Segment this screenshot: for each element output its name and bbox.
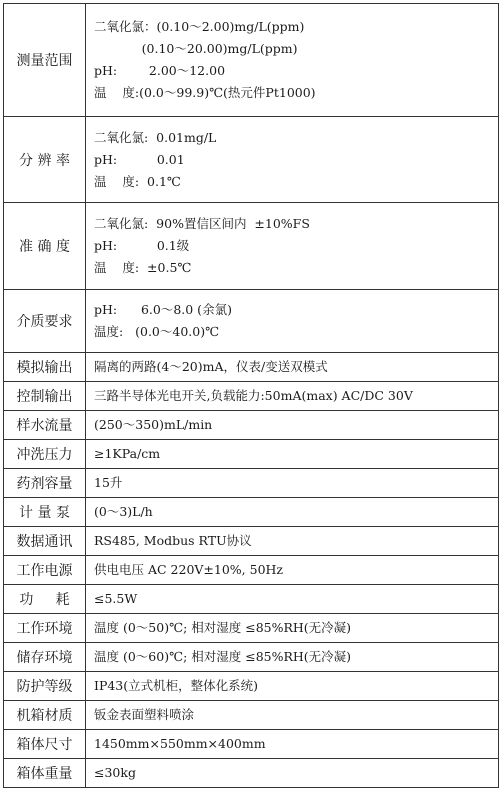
value-line: 温 度: ±0.5℃	[94, 260, 192, 275]
row-label-data-communication: 数据通讯	[4, 527, 86, 556]
row-label-cabinet-weight: 箱体重量	[4, 759, 86, 788]
value-line: pH: 0.1级	[94, 238, 190, 253]
table-row	[4, 498, 499, 527]
table-row	[4, 469, 499, 498]
row-value-accuracy	[86, 203, 499, 290]
value-line: 温 度:(0.0～99.9)℃(热元件Pt1000)	[94, 85, 316, 100]
row-value-cabinet-weight: ≤30kg	[86, 759, 499, 788]
row-value-measurement-range	[86, 4, 499, 117]
row-value-protection-rating: IP43(立式机柜，整体化系统)	[86, 672, 499, 701]
row-label-power-consumption: 功 耗	[4, 585, 86, 614]
row-value-power-consumption: ≤5.5W	[86, 585, 499, 614]
row-value-resolution	[86, 117, 499, 203]
row-label-working-environment: 工作环境	[4, 614, 86, 643]
row-value-metering-pump: (0～3)L/h	[86, 498, 499, 527]
row-label-medium-requirement: 介质要求	[4, 290, 86, 353]
table-row	[4, 556, 499, 585]
value-line: (0.10～20.00)mg/L(ppm)	[94, 41, 298, 56]
row-value-cabinet-material: 钣金表面塑料喷涂	[86, 701, 499, 730]
row-label-cabinet-material: 机箱材质	[4, 701, 86, 730]
value-line: pH: 0.01	[94, 151, 185, 167]
value-line: 温 度: 0.1℃	[94, 173, 181, 189]
row-label-flush-pressure: 冲洗压力	[4, 440, 86, 469]
row-label-control-output: 控制输出	[4, 382, 86, 411]
value-line: 二氧化氯: 90%置信区间内 ±10%FS	[94, 216, 310, 231]
row-value-reagent-capacity: 15升	[86, 469, 499, 498]
table-row	[4, 672, 499, 701]
row-value-working-environment: 温度 (0～50)℃; 相对湿度 ≤85%RH(无冷凝)	[86, 614, 499, 643]
row-label-protection-rating: 防护等级	[4, 672, 86, 701]
table-row	[4, 730, 499, 759]
row-label-resolution: 分 辨 率	[4, 117, 86, 203]
table-row	[4, 203, 499, 290]
row-label-reagent-capacity: 药剂容量	[4, 469, 86, 498]
table-row	[4, 643, 499, 672]
table-row	[4, 290, 499, 353]
value-line: 二氧化氯：(0.10～2.00)mg/L(ppm)	[94, 19, 305, 34]
table-row	[4, 585, 499, 614]
table-row	[4, 353, 499, 382]
row-value-storage-environment: 温度 (0～60)℃; 相对湿度 ≤85%RH(无冷凝)	[86, 643, 499, 672]
value-line: 温度: (0.0～40.0)℃	[94, 324, 220, 339]
table-row	[4, 4, 499, 117]
table-row	[4, 527, 499, 556]
table-row	[4, 382, 499, 411]
row-value-cabinet-dimensions: 1450mm×550mm×400mm	[86, 730, 499, 759]
table-row	[4, 701, 499, 730]
table-row	[4, 117, 499, 203]
row-label-measurement-range: 测量范围	[4, 4, 86, 117]
row-label-power-supply: 工作电源	[4, 556, 86, 585]
row-label-storage-environment: 储存环境	[4, 643, 86, 672]
row-value-sample-flow: (250～350)mL/min	[86, 411, 499, 440]
specifications-table	[3, 3, 499, 788]
value-line: pH: 2.00～12.00	[94, 63, 226, 78]
table-row	[4, 411, 499, 440]
row-label-metering-pump: 计 量 泵	[4, 498, 86, 527]
row-label-sample-flow: 样水流量	[4, 411, 86, 440]
table-row	[4, 759, 499, 788]
row-label-analog-output: 模拟输出	[4, 353, 86, 382]
table-row	[4, 440, 499, 469]
row-value-control-output: 三路半导体光电开关,负载能力:50mA(max) AC/DC 30V	[86, 382, 499, 411]
row-label-accuracy: 准 确 度	[4, 203, 86, 290]
row-label-cabinet-dimensions: 箱体尺寸	[4, 730, 86, 759]
row-value-analog-output: 隔离的两路(4～20)mA，仪表/变送双模式	[86, 353, 499, 382]
row-value-power-supply: 供电电压 AC 220V±10%, 50Hz	[86, 556, 499, 585]
table-row	[4, 614, 499, 643]
row-value-flush-pressure: ≥1KPa/cm	[86, 440, 499, 469]
row-value-medium-requirement	[86, 290, 499, 353]
row-value-data-communication: RS485, Modbus RTU协议	[86, 527, 499, 556]
value-line: pH: 6.0～8.0 (余氯)	[94, 302, 232, 317]
value-line: 二氧化氯: 0.01mg/L	[94, 129, 217, 145]
